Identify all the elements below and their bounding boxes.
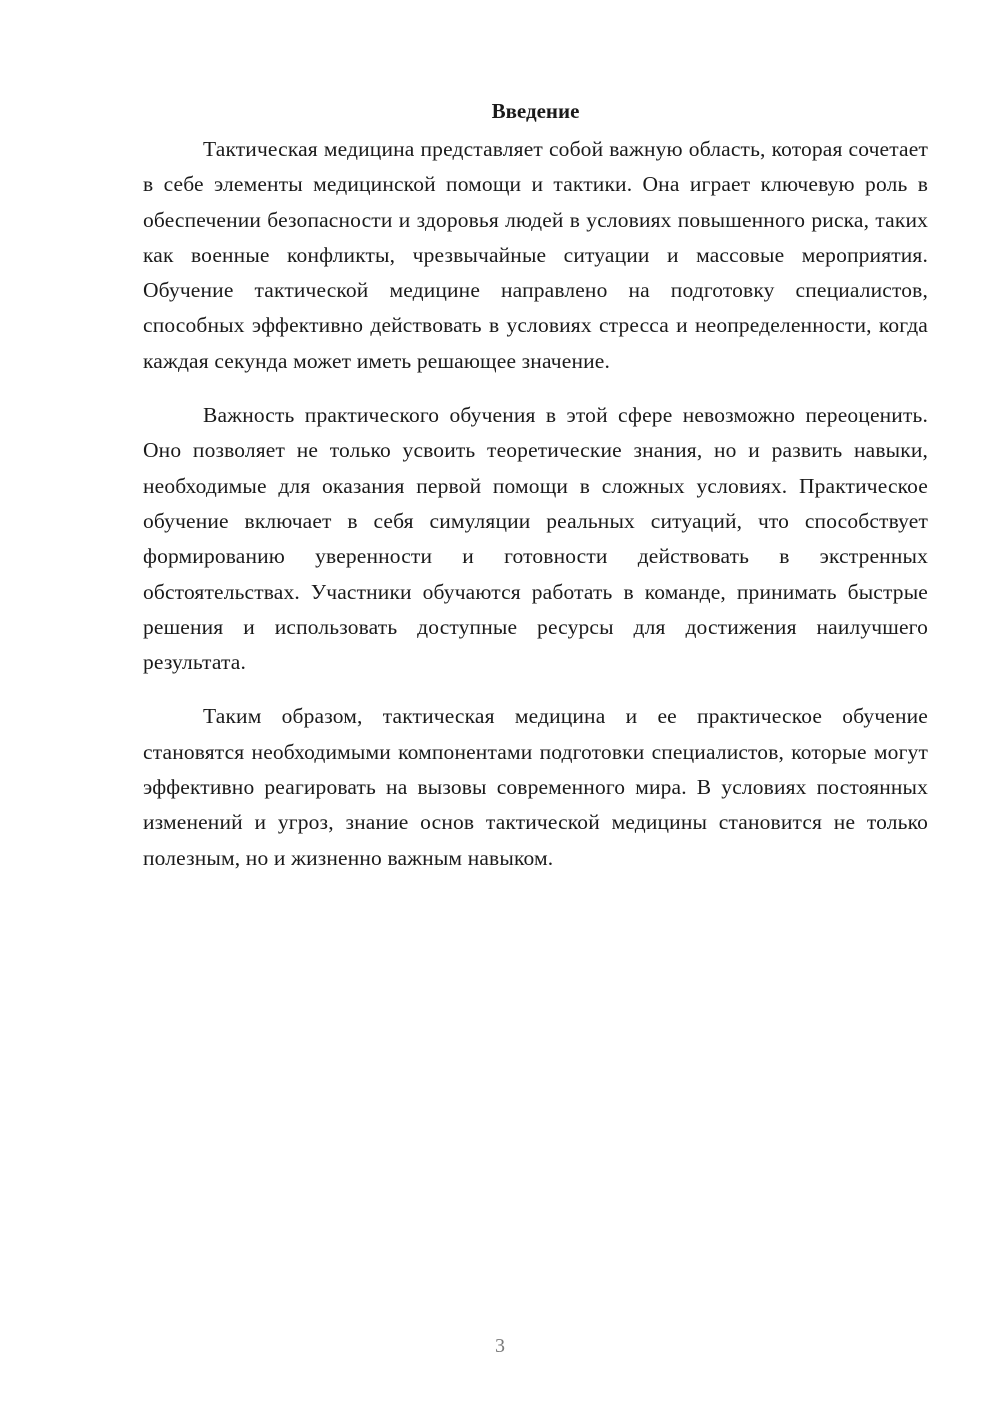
page-number: 3 xyxy=(495,1335,505,1357)
section-heading: Введение xyxy=(491,99,580,123)
page-content xyxy=(143,96,928,895)
paragraph-3: Таким образом, тактическая медицина и ее практическое обучение становятся необходимыми компонентами подготовки специалистов, которые могут эффективно реагировать на вызовы современного мира. В условиях постоянных изменений и угроз, знание основ тактической медицины становится не только полезным, но и жизненно важным навыком. xyxy=(143,704,928,870)
paragraph-1: Тактическая медицина представляет собой важную область, которая сочетает в себе элементы медицинской помощи и тактики. Она играет ключевую роль в обеспечении безопасности и здоровья людей в условиях повышенного риска, таких как военные конфликты, чрезвычайные ситуации и массовые мероприятия. Обучение тактической медицине направлено на подготовку специалистов, способных эффективно действовать в условиях стресса и неопределенности, когда каждая секунда может иметь решающее значение. xyxy=(143,137,928,373)
paragraph-2: Важность практического обучения в этой сфере невозможно переоценить. Оно позволяет не только усвоить теоретические знания, но и развить навыки, необходимые для оказания первой помощи в сложных условиях. Практическое обучение включает в себя симуляции реальных ситуаций, что способствует формированию уверенности и готовности действовать в экстренных обстоятельствах. Участники обучаются работать в команде, принимать быстрые решения и использовать доступные ресурсы для достижения наилучшего результата. xyxy=(143,403,928,675)
